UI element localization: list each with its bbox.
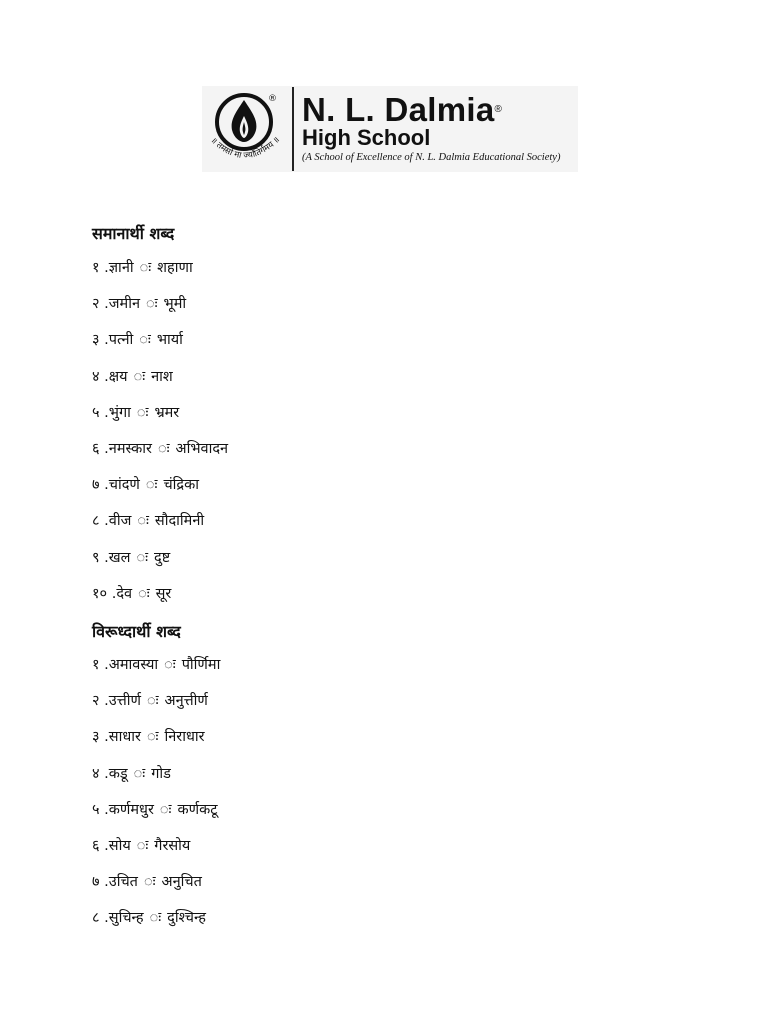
item-word: खल: [108, 549, 131, 566]
item-number: ७ .: [92, 874, 109, 891]
item-separator: ः: [146, 693, 159, 710]
item-pair: गोड: [151, 765, 171, 782]
item-separator: ः: [136, 837, 149, 854]
item-separator: ः: [136, 404, 149, 421]
synonyms-heading: समानार्थी शब्द: [92, 224, 175, 243]
list-item: [92, 727, 220, 763]
list-item: [92, 548, 228, 584]
item-pair: निराधार: [164, 729, 205, 746]
item-number: ७ .: [92, 477, 109, 494]
item-number: ४ .: [92, 765, 109, 782]
item-word: जमीन: [108, 296, 140, 313]
item-number: ६ .: [92, 440, 109, 457]
item-number: २ .: [92, 296, 109, 313]
item-word: अमावस्या: [108, 657, 159, 673]
item-word: सुचिन्ह: [108, 910, 144, 927]
item-word: क्षय: [108, 368, 128, 385]
item-number: १ .: [92, 657, 109, 673]
item-pair: पौर्णिमा: [181, 657, 221, 673]
list-item: [92, 330, 228, 366]
list-item: [92, 872, 220, 908]
item-separator: ः: [149, 910, 162, 927]
list-item: [92, 475, 228, 511]
item-word: सोय: [108, 837, 131, 854]
list-item: [92, 764, 220, 800]
item-separator: ः: [146, 296, 158, 313]
item-separator: ः: [139, 260, 152, 276]
list-item: [92, 258, 228, 294]
item-pair: दुश्चिन्ह: [167, 910, 206, 927]
item-word: कडू: [108, 765, 128, 782]
registered-mark: ®: [268, 94, 277, 104]
item-pair: गैरसोय: [154, 837, 191, 854]
item-number: ४ .: [92, 368, 109, 385]
item-word: देव: [116, 585, 133, 602]
item-word: भुंगा: [108, 404, 131, 421]
item-separator: ः: [146, 729, 159, 746]
item-word: वीज: [108, 513, 132, 530]
list-item: [92, 439, 228, 475]
list-item: [92, 511, 228, 547]
school-subtitle: High School: [302, 124, 431, 150]
flame-emblem-icon: [202, 86, 290, 172]
item-pair: भूमी: [163, 296, 187, 313]
item-separator: ः: [138, 585, 150, 602]
item-pair: भार्या: [156, 332, 183, 349]
list-item: [92, 836, 220, 872]
item-word: उचित: [108, 874, 138, 891]
item-pair: नाश: [151, 368, 173, 385]
item-word: कर्णमधुर: [108, 801, 154, 818]
item-pair: चंद्रिका: [163, 477, 200, 494]
list-item: [92, 908, 220, 944]
school-name: N. L. Dalmia®: [302, 90, 503, 128]
item-word: उत्तीर्ण: [108, 693, 141, 710]
item-number: ५ .: [92, 404, 109, 421]
item-separator: ः: [139, 332, 151, 349]
item-pair: अनुत्तीर्ण: [164, 693, 208, 710]
list-item: [92, 294, 228, 330]
item-number: ३ .: [92, 729, 109, 746]
emblem-motto: ॥ तमसो मा ज्योतिर्गमय ॥: [208, 135, 282, 162]
registered-mark: ®: [494, 103, 503, 115]
item-word: पत्नी: [108, 332, 134, 349]
synonyms-list: [92, 258, 228, 620]
item-pair: सौदामिनी: [154, 513, 205, 530]
item-separator: ः: [133, 368, 146, 385]
list-item: [92, 584, 228, 620]
item-number: १ .: [92, 260, 109, 276]
list-item: [92, 403, 228, 439]
brand-text: [294, 90, 561, 166]
item-pair: दुष्ट: [154, 549, 171, 566]
item-number: ९ .: [92, 549, 109, 566]
item-word: चांदणे: [108, 477, 140, 494]
item-pair: कर्णकटू: [177, 801, 218, 818]
item-separator: ः: [143, 874, 156, 891]
list-item: [92, 367, 228, 403]
item-word: ज्ञानी: [108, 260, 134, 276]
item-number: २ .: [92, 693, 109, 710]
item-number: ३ .: [92, 332, 109, 349]
list-item: [92, 800, 220, 836]
school-logo: [202, 86, 578, 172]
item-number: ५ .: [92, 801, 109, 818]
item-separator: ः: [157, 440, 170, 457]
item-separator: ः: [159, 801, 172, 818]
item-pair: सूर: [155, 585, 172, 602]
antonyms-list: [92, 655, 220, 945]
school-tagline: (A School of Excellence of N. L. Dalmia Educational Society): [302, 151, 561, 163]
item-number: ८ .: [92, 910, 109, 927]
item-word: नमस्कार: [108, 440, 152, 457]
item-word: साधार: [108, 729, 141, 746]
item-separator: ः: [133, 765, 146, 782]
antonyms-heading: विरूध्दार्थी शब्द: [92, 622, 181, 641]
item-pair: अनुचित: [161, 874, 202, 891]
item-separator: ः: [137, 513, 149, 530]
list-item: [92, 691, 220, 727]
item-number: ८ .: [92, 513, 109, 530]
item-pair: भ्रमर: [154, 404, 180, 421]
item-separator: ः: [136, 549, 149, 566]
item-separator: ः: [145, 477, 158, 494]
item-number: ६ .: [92, 837, 109, 854]
item-separator: ः: [164, 657, 176, 673]
item-number: १० .: [92, 585, 117, 602]
item-pair: शहाणा: [157, 260, 193, 276]
item-pair: अभिवादन: [175, 440, 229, 457]
list-item: [92, 655, 220, 691]
